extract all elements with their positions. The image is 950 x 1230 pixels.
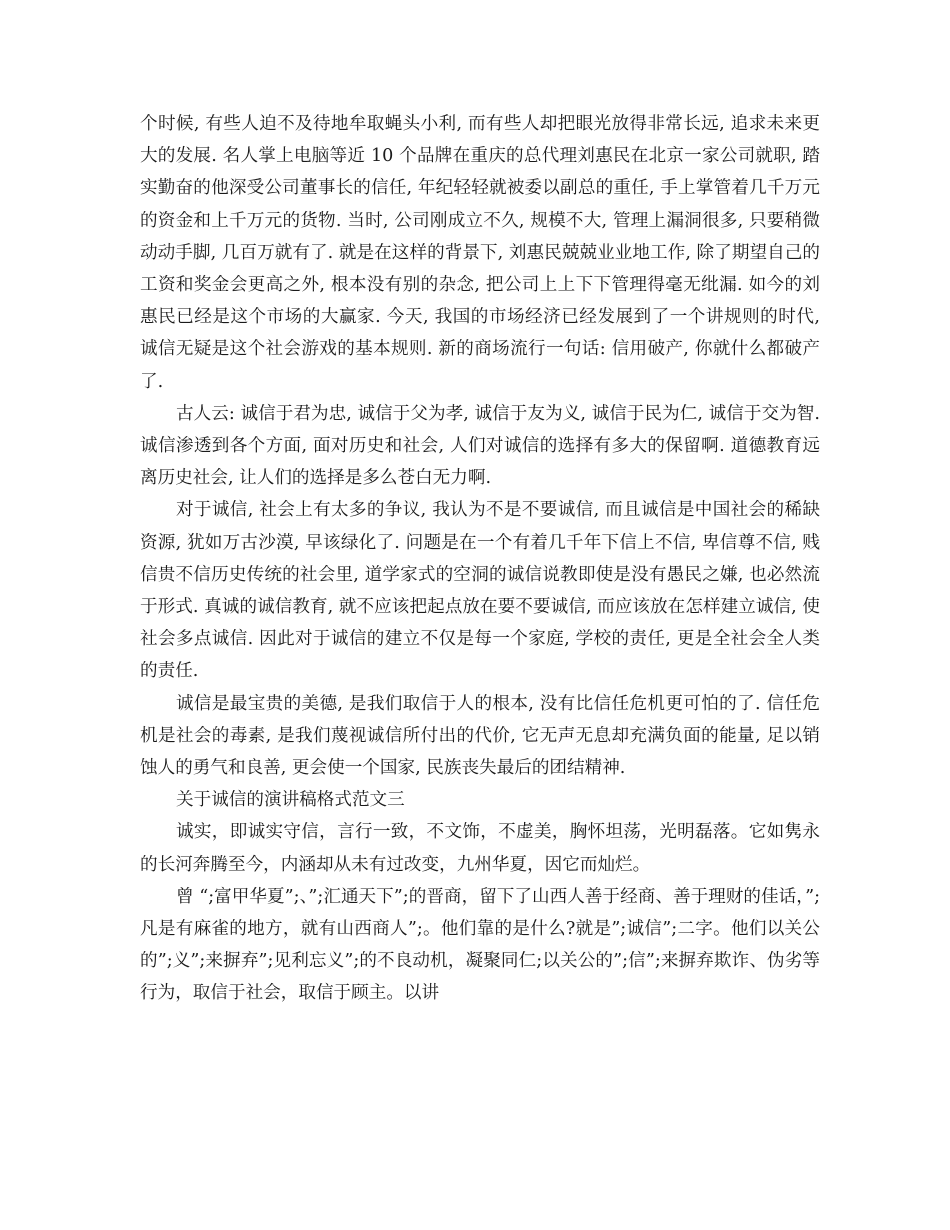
paragraph-6: 曾 “;富甲华夏”;、”;汇通天下”;的晋商，留下了山西人善于经商、善于理财的佳话，”;凡是有麻雀的地方，就有山西商人”;。他们靠的是什么?就是”;诚信”;二字。他们以关公的”;义”;来摒弃”;见利忘义”;的不良动机，凝聚同仁;以关公的”;信”;来摒弃欺诈、伪劣等行为，取信于社会，取信于顾主。以讲: [140, 886, 820, 1004]
paragraph-3: 对于诚信, 社会上有太多的争议, 我认为不是不要诚信, 而且诚信是中国社会的稀缺资源, 犹如万古沙漠, 早该绿化了. 问题是在一个有着几千年下信上不信, 卑信尊不信, 贱信贵不信历史传统的社会里, 道学家式的空洞的诚信说教即使是没有愚民之嫌, 也必然流于形式. 真诚的诚信教育, 就不应该把起点放在要不要诚信, 而应该放在怎样建立诚信, 使社会多点诚信. 因此对于诚信的建立不仅是每一个家庭, 学校的责任, 更是全社会全人类的责任.: [140, 500, 820, 682]
paragraph-4: 诚信是最宝贵的美德, 是我们取信于人的根本, 没有比信任危机更可怕的了. 信任危机是社会的毒素, 是我们蔑视诚信所付出的代价, 它无声无息却充满负面的能量, 足以销蚀人的勇气和良善, 更会使一个国家, 民族丧失最后的团结精神.: [140, 693, 820, 779]
document-body: [140, 108, 820, 1010]
paragraph-2: 古人云: 诚信于君为忠, 诚信于父为孝, 诚信于友为义, 诚信于民为仁, 诚信于交为智. 诚信渗透到各个方面, 面对历史和社会, 人们对诚信的选择有多大的保留啊. 道德教育远离历史社会, 让人们的选择是多么苍白无力啊.: [140, 403, 820, 489]
section-heading: 关于诚信的演讲稿格式范文三: [176, 790, 405, 811]
paragraph-1: 个时候, 有些人迫不及待地牟取蝇头小利, 而有些人却把眼光放得非常长远, 追求未来更大的发展. 名人掌上电脑等近 10 个品牌在重庆的总代理刘惠民在北京一家公司就职, 踏实勤奋的他深受公司董事长的信任, 年纪轻轻就被委以副总的重任, 手上掌管着几千万元的资金和上千万元的货物. 当时, 公司刚成立不久, 规模不大, 管理上漏洞很多, 只要稍微动动手脚, 几百万就有了. 就是在这样的背景下, 刘惠民兢兢业业地工作, 除了期望自己的工资和奖金会更高之外, 根本没有别的杂念, 把公司上上下下管理得毫无纰漏. 如今的刘惠民已经是这个市场的大赢家. 今天, 我国的市场经济已经发展到了一个讲规则的时代, 诚信无疑是这个社会游戏的基本规则. 新的商场流行一句话: 信用破产, 你就什么都破产了.: [140, 114, 820, 392]
paragraph-5: 诚实，即诚实守信，言行一致，不文饰，不虚美，胸怀坦荡，光明磊落。它如隽永的长河奔腾至今，内涵却从未有过改变，九州华夏，因它而灿烂。: [140, 822, 820, 875]
